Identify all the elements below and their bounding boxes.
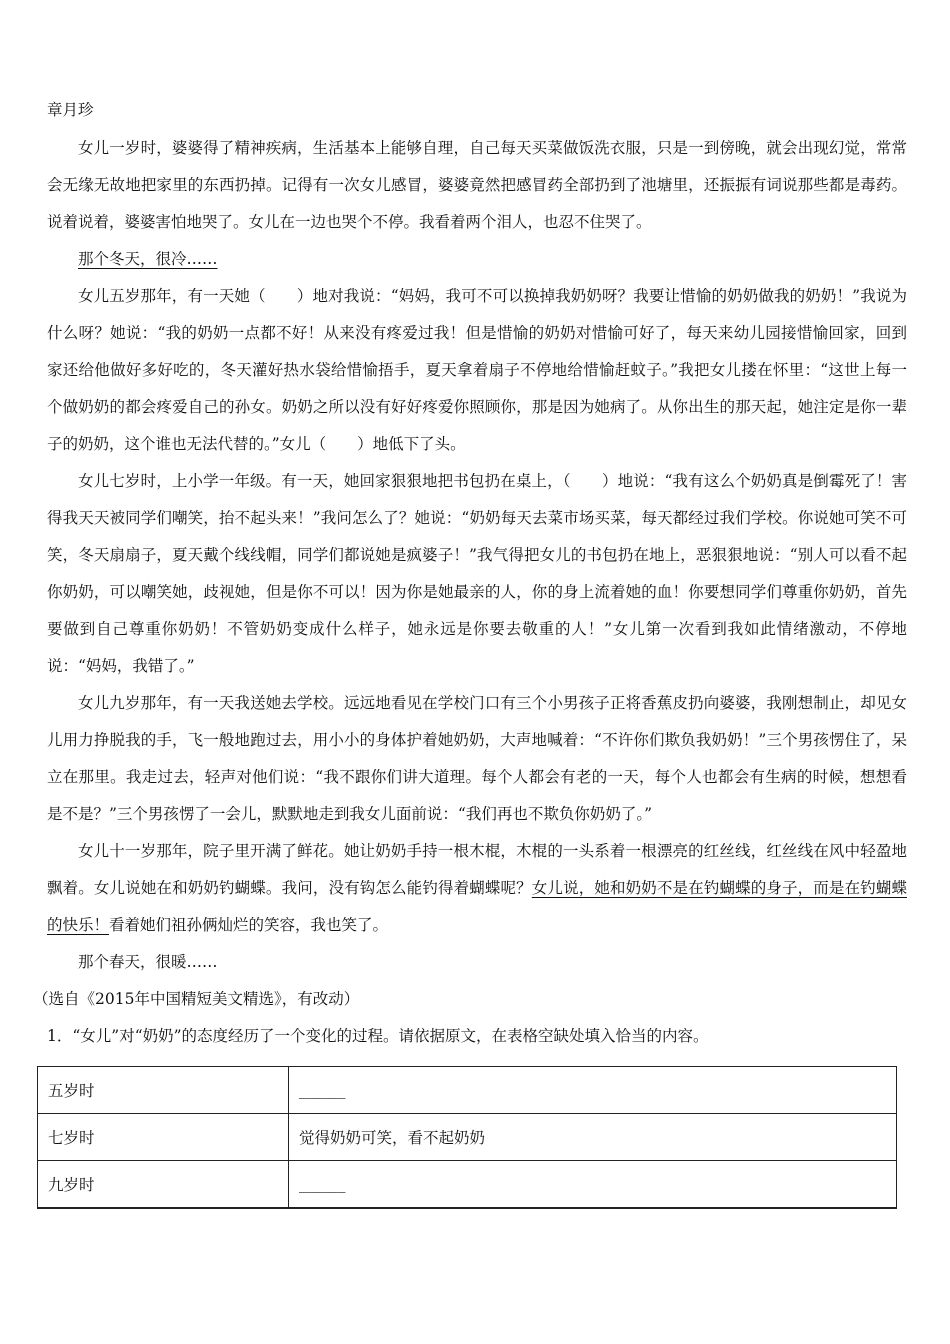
row-label: 七岁时 (38, 1114, 289, 1161)
row-label: 九岁时 (38, 1161, 289, 1209)
author-name: 章月珍 (47, 101, 94, 119)
paragraph-age-nine: 女儿九岁那年，有一天我送她去学校。远远地看见在学校门口有三个小男孩子正将香蕉皮扔向婆婆，我刚想制止，却见女儿用力挣脱我的手，飞一般地跑过去，用小小的身体护着她奶奶，大声地喊着：“不许你们欺负我奶奶！”三个男孩愣住了，呆立在那里。我走过去，轻声对他们说：“我不跟你们讲大道理。每个人都会有老的一天，每个人也都会有生病的时候，想想看是不是？”三个男孩愣了一会儿，默默地走到我女儿面前说：“我们再也不欺负你奶奶了。” (47, 694, 907, 823)
underlined-winter: 那个冬天，很冷…… (78, 250, 218, 268)
paragraph-winter (47, 241, 907, 278)
table-row (38, 1067, 897, 1114)
paragraph-age-five: 女儿五岁那年，有一天她（ ）地对我说：“妈妈，我可不可以换掉我奶奶呀？我要让惜愉的奶奶做我的奶奶！”我说为什么呀？她说：“我的奶奶一点都不好！从来没有疼爱过我！但是惜愉的奶奶对惜愉可好了，每天来幼儿园接惜愉回家，回到家还给他做好多好吃的，冬天灌好热水袋给惜愉捂手，夏天拿着扇子不停地给惜愉赶蚊子。”我把女儿搂在怀里：“这世上每一个做奶奶的都会疼爱自己的孙女。奶奶之所以没有好好疼爱你照顾你，那是因为她病了。从你出生的那天起，她注定是你一辈子的奶奶，这个谁也无法代替的。”女儿（ ）地低下了头。 (47, 287, 907, 453)
source-note: （选自《2015年中国精短美文精选》，有改动） (33, 990, 360, 1008)
paragraph-1: 女儿一岁时，婆婆得了精神疾病，生活基本上能够自理，自己每天买菜做饭洗衣服，只是一到傍晚，就会出现幻觉，常常会无缘无故地把家里的东西扔掉。记得有一次女儿感冒，婆婆竟然把感冒药全部扔到了池塘里，还振振有词说那些都是毒药。说着说着，婆婆害怕地哭了。女儿在一边也哭个不停。我看着两个泪人，也忍不住哭了。 (47, 139, 907, 231)
answer-value: 觉得奶奶可笑，看不起奶奶 (289, 1114, 897, 1161)
table-row (38, 1114, 897, 1161)
answer-blank[interactable]: ______ (289, 1161, 897, 1209)
article-body (33, 130, 907, 1055)
answer-table (37, 1066, 897, 1209)
eleven-text: 女儿十一岁那年，院子里开满了鲜花。她让奶奶手持一根木棍，木棍的一头系着一根漂亮的红丝线，红丝线在风中轻盈地飘着。女儿说她在和奶奶钓蝴蝶。我问，没有钩怎么能钓得着蝴蝶呢？ (47, 842, 907, 897)
eleven-end: 看着她们祖孙俩灿烂的笑容，我也笑了。 (109, 916, 389, 934)
paragraph-spring: 那个春天，很暖…… (78, 953, 218, 971)
table-row (38, 1161, 897, 1209)
answer-blank[interactable]: ______ (289, 1067, 897, 1114)
row-label: 五岁时 (38, 1067, 289, 1114)
underlined-butterfly-sentence: 女儿说，她和奶奶不是在钓蝴蝶的身子，而是在钓蝴蝶的快乐！ (47, 879, 907, 934)
paragraph-age-eleven (47, 833, 907, 944)
paragraph-age-seven: 女儿七岁时，上小学一年级。有一天，她回家狠狠地把书包扔在桌上，（ ）地说：“我有这么个奶奶真是倒霉死了！害得我天天被同学们嘲笑，抬不起头来！”我问怎么了？她说：“奶奶每天去菜市场买菜，每天都经过我们学校。你说她可笑不可笑，冬天扇扇子，夏天戴个线线帽，同学们都说她是疯婆子！”我气得把女儿的书包扔在地上，恶狠狠地说：“别人可以看不起你奶奶，可以嘲笑她，歧视她，但是你不可以！因为你是她最亲的人，你的身上流着她的血！你要想同学们尊重你奶奶，首先要做到自己尊重你奶奶！不管奶奶变成什么样子，她永远是你要去敬重的人！”女儿第一次看到我如此情绪激动，不停地说：“妈妈，我错了。” (47, 472, 907, 675)
question-1: 1．“女儿”对“奶奶”的态度经历了一个变化的过程。请依据原文，在表格空缺处填入恰当的内容。 (47, 1027, 709, 1045)
